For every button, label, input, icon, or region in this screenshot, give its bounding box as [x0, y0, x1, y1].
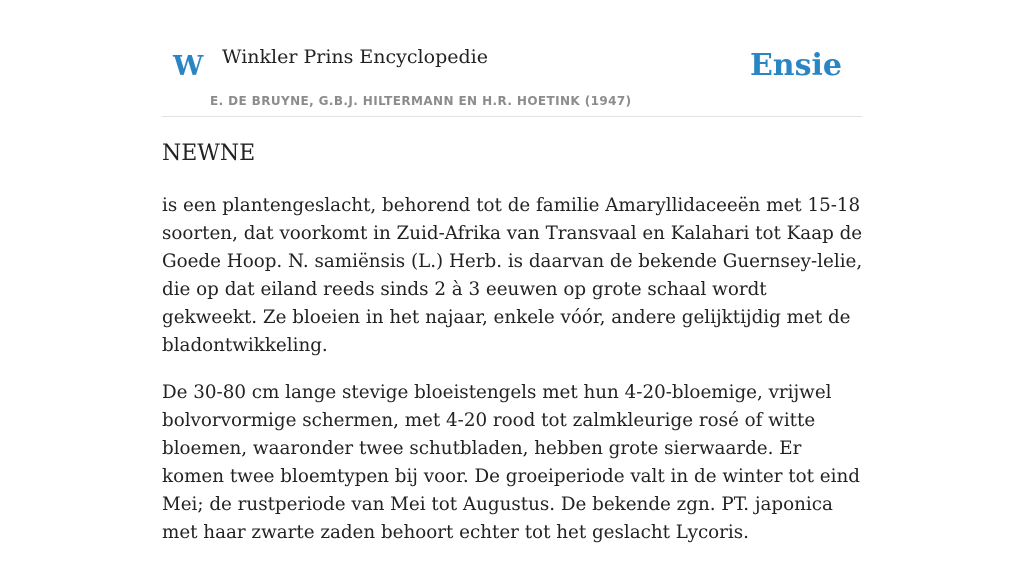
article-body [162, 192, 864, 566]
article-paragraph: is een plantengeslacht, behorend tot de familie Amaryllidaceeën met 15-18 soorten, dat voorkomt in Zuid-Afrika van Transvaal en Kalahari tot Kaap de Goede Hoop. N. samiënsis (L.) Herb. is daarvan de bekende Guernsey-lelie, die op dat eiland reeds sinds 2 à 3 eeuwen op grote schaal wordt gekweekt. Ze bloeien in het najaar, enkele vóór, andere gelijktijdig met de bladontwikkeling. [162, 195, 863, 356]
source-logo[interactable]: W [173, 51, 204, 82]
article-headword: NEWNE [162, 141, 256, 166]
source-authors: E. DE BRUYNE, G.B.J. HILTERMANN EN H.R. HOETINK (1947) [210, 94, 632, 108]
ensie-logo-link[interactable]: Ensie [749, 48, 842, 83]
article-paragraph: De 30-80 cm lange stevige bloeistengels met hun 4-20-bloemige, vrijwel bolvorvormige schermen, met 4-20 rood tot zalmkleurige rosé of witte bloemen, waaronder twee schutbladen, hebben grote sierwaarde. Er komen twee bloemtypen bij voor. De groeiperiode valt in de winter tot eind Mei; de rustperiode van Mei tot Augustus. De bekende zgn. PT. japonica met haar zwarte zaden behoort echter tot het geslacht Lycoris. [162, 382, 860, 543]
page-container [162, 0, 863, 543]
source-header [162, 0, 862, 117]
source-title[interactable]: Winkler Prins Encyclopedie [222, 46, 488, 68]
